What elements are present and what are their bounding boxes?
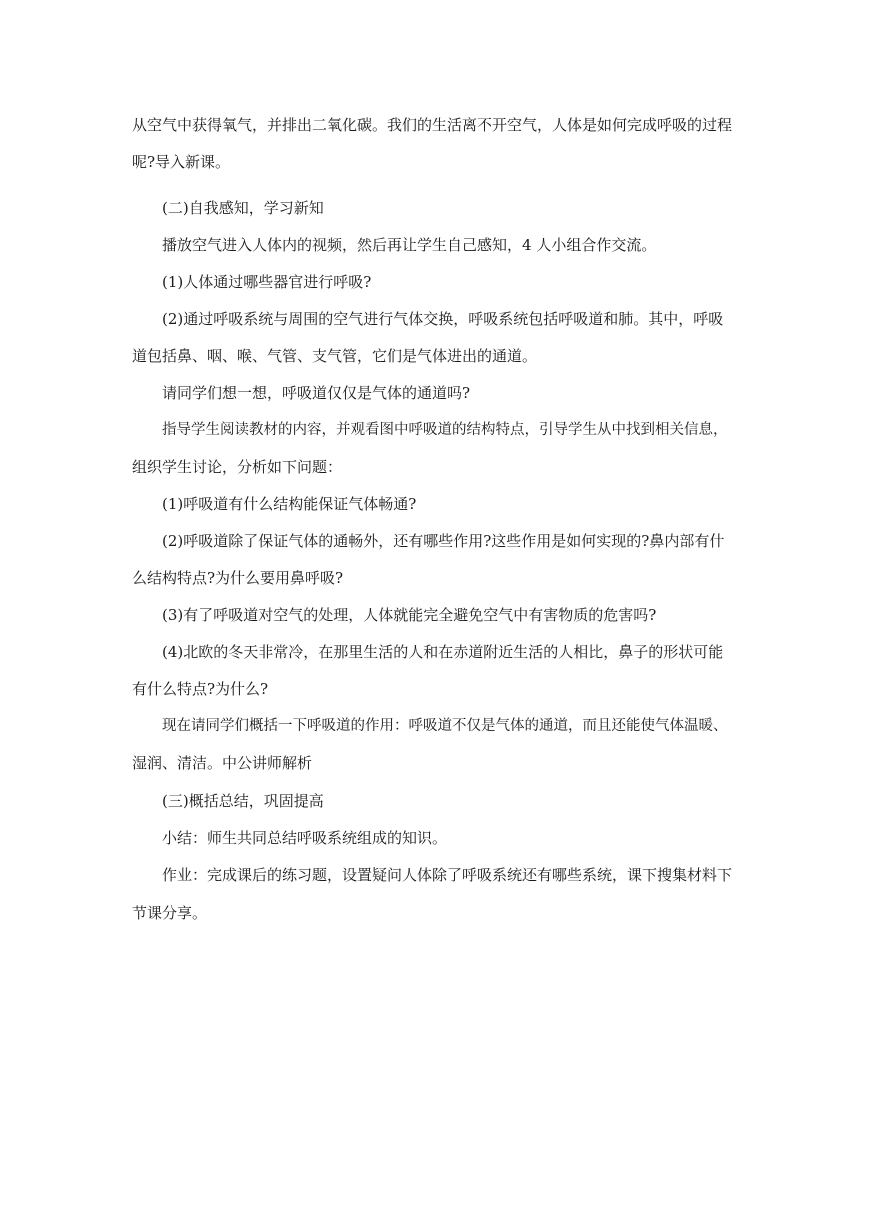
section-heading: (三)概括总结，巩固提高: [162, 792, 324, 810]
paragraph-line: 呢?导入新课。: [132, 153, 231, 171]
paragraph-line: 现在请同学们概括一下呼吸道的作用：呼吸道不仅是气体的通道，而且还能使气体温暖、: [162, 718, 728, 734]
question-line: 么结构特点?为什么要用鼻呼吸?: [132, 569, 344, 587]
question-line: (2)呼吸道除了保证气体的通畅外，还有哪些作用?这些作用是如何实现的?鼻内部有什: [162, 532, 725, 550]
paragraph-line: 请同学们想一想，呼吸道仅仅是气体的通道吗?: [162, 384, 471, 402]
question-line: (4)北欧的冬天非常冷，在那里生活的人和在赤道附近生活的人相比，鼻子的形状可能: [162, 643, 724, 661]
question-line: (3)有了呼吸道对空气的处理，人体就能完全避免空气中有害物质的危害吗?: [162, 606, 657, 624]
paragraph-line: 组织学生讨论，分析如下问题：: [132, 458, 343, 476]
question-line: (1)人体通过哪些器官进行呼吸?: [162, 273, 372, 291]
paragraph-line: 道包括鼻、咽、喉、气管、支气管，它们是气体进出的通道。: [132, 347, 538, 365]
summary-line: 小结：师生共同总结呼吸系统组成的知识。: [162, 829, 448, 847]
question-line: 有什么特点?为什么?: [132, 680, 269, 698]
paragraph-line: 湿润、清洁。中公讲师解析: [132, 754, 313, 772]
section-heading: (二)自我感知，学习新知: [162, 199, 324, 217]
paragraph-line: (2)通过呼吸系统与周围的空气进行气体交换，呼吸系统包括呼吸道和肺。其中，呼吸: [162, 310, 724, 328]
question-line: (1)呼吸道有什么结构能保证气体畅通?: [162, 495, 417, 513]
paragraph-line: 从空气中获得氧气，并排出二氧化碳。我们的生活离不开空气，人体是如何完成呼吸的过程: [132, 116, 733, 134]
paragraph-line: 指导学生阅读教材的内容，并观看图中呼吸道的结构特点，引导学生从中找到相关信息，: [162, 422, 728, 438]
homework-line: 节课分享。: [132, 904, 208, 922]
paragraph-line: 播放空气进入人体内的视频，然后再让学生自己感知，4 人小组合作交流。: [162, 236, 657, 254]
homework-line: 作业：完成课后的练习题，设置疑问人体除了呼吸系统还有哪些系统，课下搜集材料下: [162, 866, 733, 884]
